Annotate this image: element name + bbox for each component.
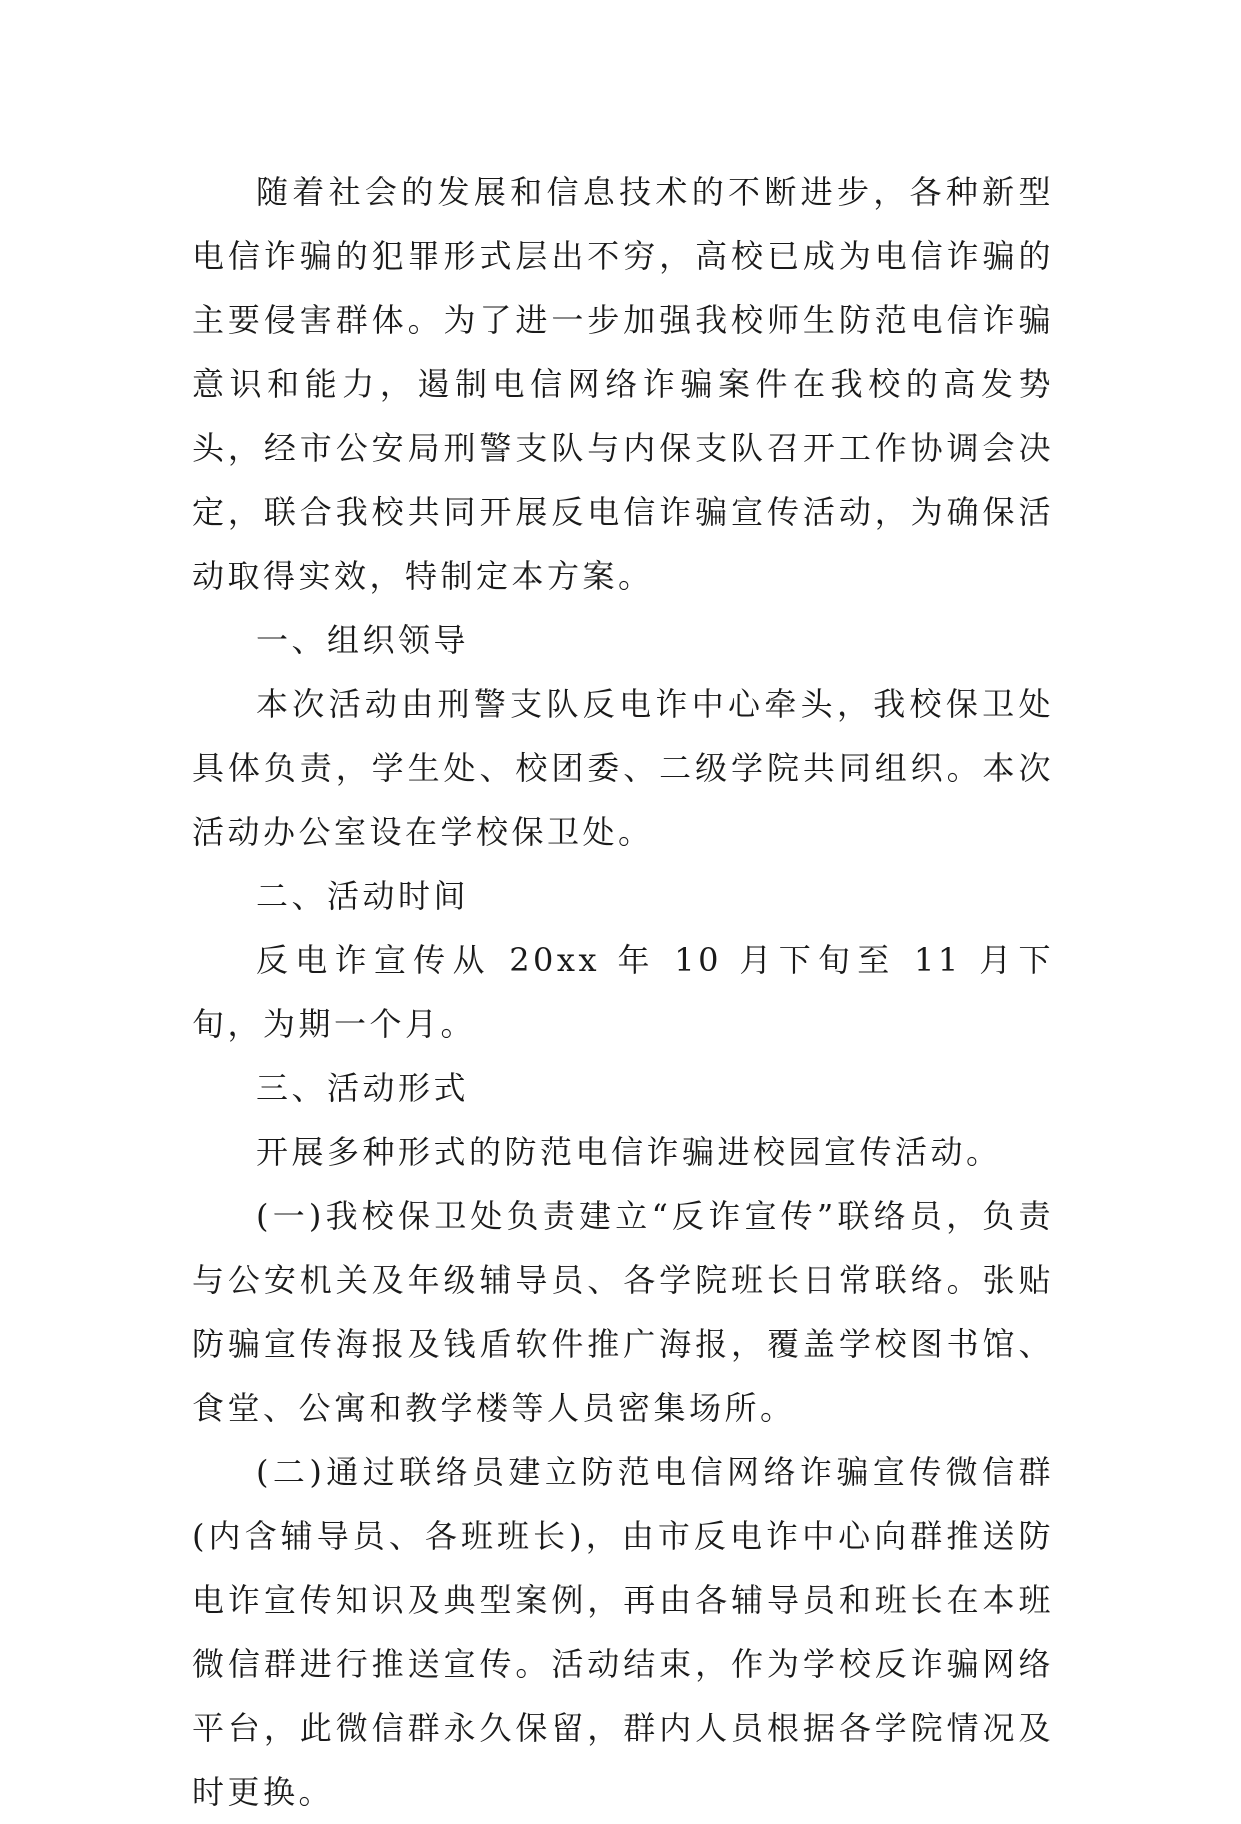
document-body bbox=[192, 160, 1054, 1824]
intro-paragraph: 随着社会的发展和信息技术的不断进步，各种新型电信诈骗的犯罪形式层出不穷，高校已成为电信诈骗的主要侵害群体。为了进一步加强我校师生防范电信诈骗意识和能力，遏制电信网络诈骗案件在我校的高发势头，经市公安局刑警支队与内保支队召开工作协调会决定，联合我校共同开展反电信诈骗宣传活动，为确保活动取得实效，特制定本方案。 bbox=[192, 173, 1054, 595]
time-paragraph: 反电诈宣传从 20xx 年 10 月下旬至 11 月下旬，为期一个月。 bbox=[192, 941, 1054, 1043]
section-heading-time: 二、活动时间 bbox=[256, 877, 470, 915]
form-paragraph: 开展多种形式的防范电信诈骗进校园宣传活动。 bbox=[256, 1133, 1002, 1171]
organization-paragraph: 本次活动由刑警支队反电诈中心牵头，我校保卫处具体负责，学生处、校团委、二级学院共同组织。本次活动办公室设在学校保卫处。 bbox=[192, 685, 1054, 851]
form-item-2-paragraph: (二)通过联络员建立防范电信网络诈骗宣传微信群(内含辅导员、各班班长)，由市反电诈中心向群推送防电诈宣传知识及典型案例，再由各辅导员和班长在本班微信群进行推送宣传。活动结束，作为学校反诈骗网络平台，此微信群永久保留，群内人员根据各学院情况及时更换。 bbox=[192, 1453, 1054, 1811]
section-heading-form: 三、活动形式 bbox=[256, 1069, 470, 1107]
section-heading-organization: 一、组织领导 bbox=[256, 621, 470, 659]
form-item-1-paragraph: (一)我校保卫处负责建立“反诈宣传”联络员，负责与公安机关及年级辅导员、各学院班长日常联络。张贴防骗宣传海报及钱盾软件推广海报，覆盖学校图书馆、食堂、公寓和教学楼等人员密集场所。 bbox=[192, 1197, 1054, 1427]
